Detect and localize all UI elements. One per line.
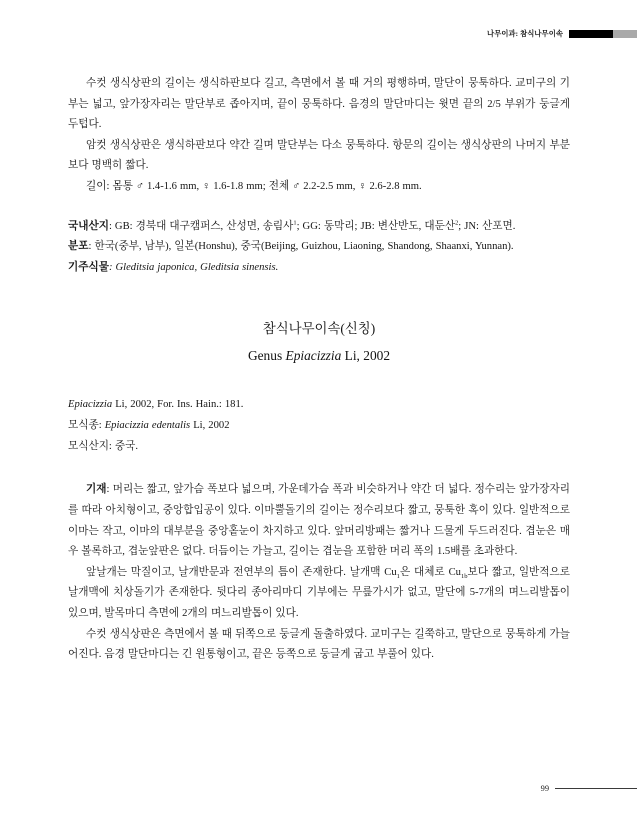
- localities-value-a: : GB: 경북대 대구캠퍼스, 산성면, 송림사: [108, 220, 294, 232]
- description-block: [68, 480, 570, 665]
- citation-line: [68, 394, 570, 415]
- hostplant-value: : Gleditsia japonica, Gleditsia sinensis.: [108, 261, 279, 273]
- locality-footnote-marker-2: 2: [455, 219, 459, 227]
- type-species-label: 모식종:: [68, 420, 105, 432]
- header-bar-dark: [569, 30, 613, 38]
- localities-label: 국내산지: [68, 220, 109, 232]
- citation-reference: Li, 2002, For. Ins. Hain.: 181.: [112, 399, 244, 411]
- paragraph-measurements: 길이: 몸통 ♂ 1.4-1.6 mm, ♀ 1.6-1.8 mm; 전체 ♂ 2.2-2.5 mm, ♀ 2.6-2.8 mm.: [86, 180, 422, 192]
- localities-line: [68, 217, 570, 238]
- hostplant-line: [68, 258, 570, 279]
- description-paragraph-2: [68, 563, 570, 625]
- header-bar-light: [613, 30, 637, 38]
- genus-latin-epithet: Epiacizzia: [285, 348, 342, 364]
- description-paragraph-1-text: : 머리는 짧고, 앞가슴 폭보다 넓으며, 가운데가슴 폭과 비슷하거나 약간 더 넓다. 정수리는 앞가장자리를 따라 아치형이고, 중앙합입공이 있다. 이마뿔돌기의 길이는 정수리보다 짧고, 뭉툭한 혹이 있다. 일반적으로 이마는 작고, 이마의 대부분을 중앙홑눈이 차지하고 있다. 앞머리방패는 짧거나 드물게 두드러진다. 겹눈은 매우 볼록하고, 겹눈앞판은 없다. 더듬이는 가늘고, 길이는 겹눈을 포함한 머리 폭의 1.5배를 초과한다.: [68, 484, 570, 558]
- vein-subscript-1: 1: [396, 572, 400, 580]
- running-header-title: 나무이과: 참식나무이속: [487, 29, 563, 39]
- distribution-value: : 한국(중부, 남부), 일본(Honshu), 중국(Beijing, Guizhou, Liaoning, Shandong, Shaanxi, Yunnan).: [88, 241, 514, 253]
- type-species-line: [68, 415, 570, 436]
- type-species-name: Epiacizzia edentalis: [104, 420, 191, 432]
- type-locality-line: 모식산지: 중국.: [68, 441, 139, 453]
- footer-rule: [555, 788, 637, 789]
- paragraph-male-genitalia: 수컷 생식상판의 길이는 생식하판보다 길고, 측면에서 볼 때 거의 평행하며, 말단이 뭉툭하다. 교미구의 기부는 넓고, 앞가장자리는 말단부로 좁아지며, 끝이 뭉툭하다. 음경의 말단마디는 윗면 끝의 2/5 부위가 둥글게 두텁다.: [68, 78, 570, 131]
- genus-latin-name: [68, 344, 570, 368]
- description-paragraph-2-part-b: 은 대체로 Cu: [399, 566, 461, 578]
- citation-block: [68, 394, 570, 457]
- paragraph-female-genitalia: 암컷 생식상판은 생식하판보다 약간 길며 말단부는 다소 뭉툭하다. 항문의 길이는 생식상판의 나머지 부분 보다 명백히 짧다.: [68, 139, 570, 172]
- running-header: [487, 27, 637, 41]
- description-paragraph-1: [68, 480, 570, 562]
- localities-value-b: ; GG: 동막리; JB: 변산반도, 대둔산: [296, 220, 456, 232]
- description-paragraph-2-part-a: 앞날개는 막질이고, 날개반문과 전연부의 틈이 존재한다. 날개맥 Cu: [86, 566, 397, 578]
- citation-genus-name: Epiacizzia: [68, 399, 113, 411]
- hostplant-label: 기주식물: [68, 261, 109, 273]
- description-label: 기재: [86, 484, 107, 496]
- genus-latin-author: Li, 2002: [341, 348, 391, 364]
- taxon-data-block: [68, 217, 570, 279]
- type-species-author: Li, 2002: [190, 420, 230, 432]
- genus-latin-prefix: Genus: [247, 348, 286, 364]
- page-number: 99: [540, 783, 549, 793]
- page-footer: [541, 785, 637, 793]
- description-paragraph-2-part-c: 보다 짧고, 일반적으로 날개맥에 치상돌기가 존재한다. 뒷다리 종아리마디 기부에는 무릎가시가 없고, 말단에 5-7개의 며느리발톱이 있으며, 발목마디 측면에 2개의 며느리발톱이 있다.: [68, 566, 570, 619]
- vein-subscript-2: 1b: [460, 572, 468, 580]
- text-column: [68, 74, 570, 666]
- distribution-line: [68, 237, 570, 258]
- genus-korean-name: 참식나무이속(신칭): [262, 321, 376, 337]
- description-paragraph-3: 수컷 생식상판은 측면에서 볼 때 뒤쪽으로 둥글게 돌출하였다. 교미구는 길쭉하고, 말단으로 뭉툭하게 가늘어진다. 음경 말단마디는 긴 원통형이고, 끝은 등쪽으로 둥글게 굽고 부풀어 있다.: [68, 628, 570, 661]
- localities-value-c: ; JN: 산포면.: [458, 220, 516, 232]
- distribution-label: 분포: [68, 241, 89, 253]
- locality-footnote-marker-1: 1: [293, 219, 297, 227]
- genus-heading: [68, 318, 570, 368]
